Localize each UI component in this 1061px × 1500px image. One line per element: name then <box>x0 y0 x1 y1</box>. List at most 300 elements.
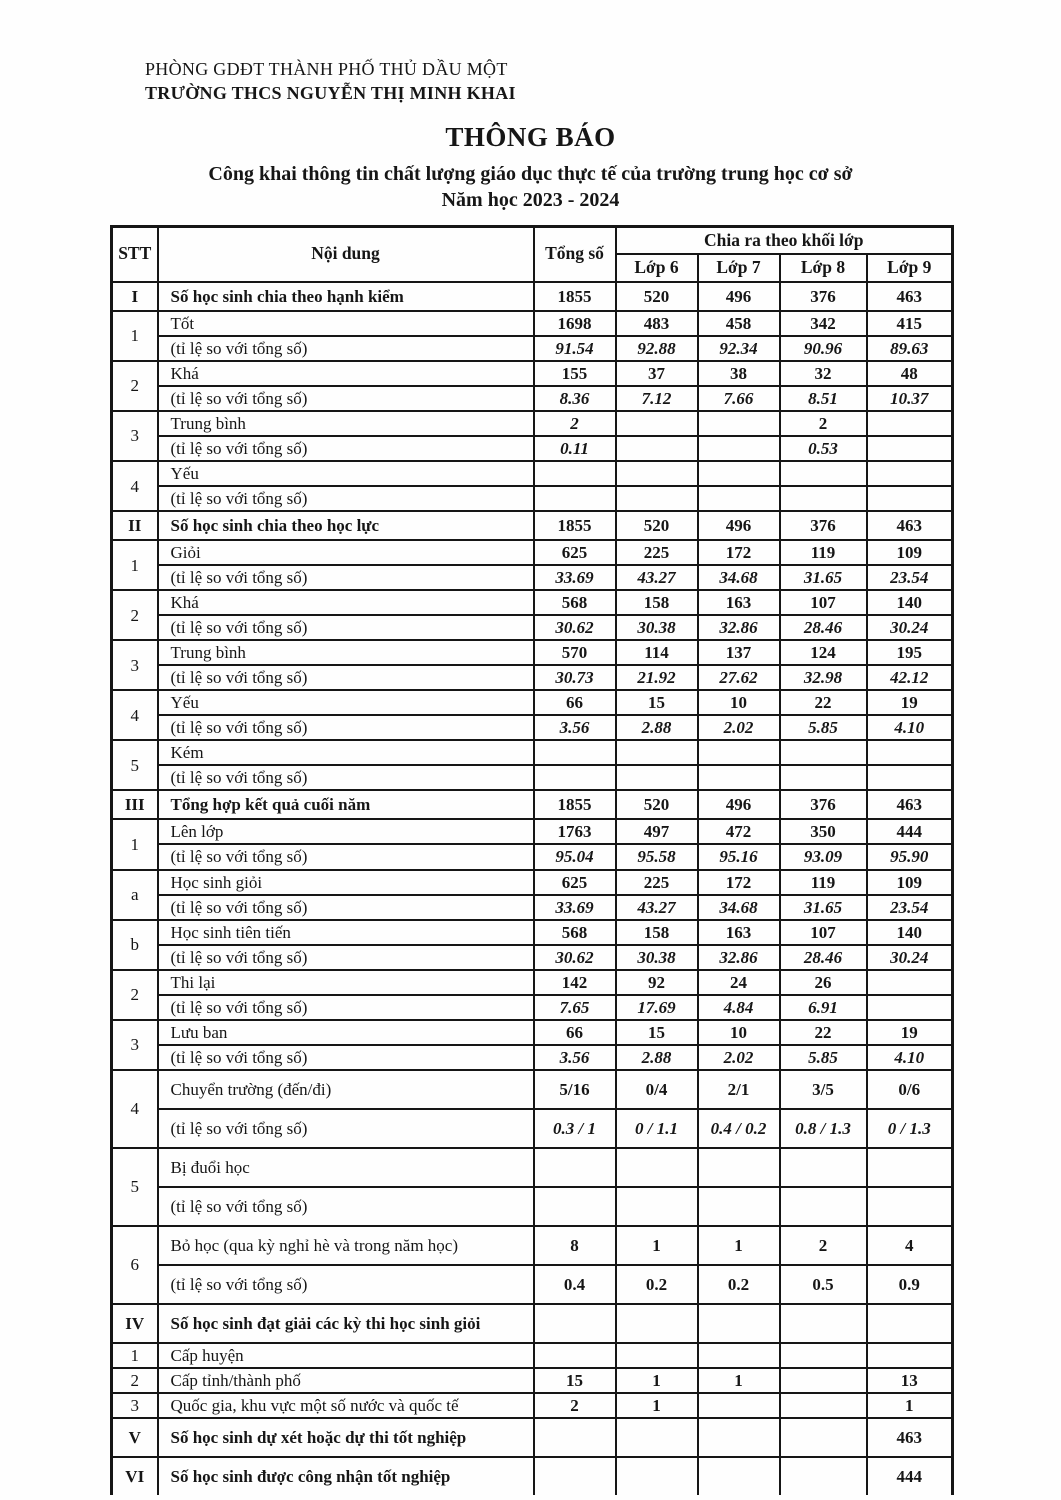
table-row <box>112 590 953 615</box>
cell-lop9 <box>867 765 953 790</box>
cell-lop9: 4 <box>867 1226 953 1265</box>
cell-lop8: 119 <box>780 870 867 895</box>
cell-total: 1855 <box>534 511 616 540</box>
table-row <box>112 790 953 819</box>
cell-total: 570 <box>534 640 616 665</box>
row-ratio-label: (tỉ lệ so với tổng số) <box>158 715 534 740</box>
table-row <box>112 436 953 461</box>
cell-total: 30.62 <box>534 615 616 640</box>
col-header-group: Chia ra theo khối lớp <box>616 226 953 254</box>
cell-lop7: 34.68 <box>698 565 780 590</box>
cell-lop6 <box>616 1187 698 1226</box>
quality-report-table <box>110 225 954 1496</box>
table-row <box>112 511 953 540</box>
cell-lop9: 0.9 <box>867 1265 953 1304</box>
table-row <box>112 844 953 869</box>
cell-lop9: 4.10 <box>867 1045 953 1070</box>
cell-lop6: 37 <box>616 361 698 386</box>
cell-lop7 <box>698 1187 780 1226</box>
table-row <box>112 765 953 790</box>
cell-lop7 <box>698 740 780 765</box>
cell-lop8: 93.09 <box>780 844 867 869</box>
table-row <box>112 461 953 486</box>
row-ratio-label: (tỉ lệ so với tổng số) <box>158 1265 534 1304</box>
row-ratio-label: (tỉ lệ so với tổng số) <box>158 615 534 640</box>
row-label: Số học sinh chia theo học lực <box>158 511 534 540</box>
cell-lop9: 10.37 <box>867 386 953 411</box>
cell-total: 3.56 <box>534 715 616 740</box>
cell-lop9: 4.10 <box>867 715 953 740</box>
cell-lop9: 30.24 <box>867 945 953 970</box>
cell-lop8: 0.8 / 1.3 <box>780 1109 867 1148</box>
cell-lop7: 163 <box>698 920 780 945</box>
cell-total <box>534 1418 616 1457</box>
cell-lop7: 10 <box>698 690 780 715</box>
cell-lop8: 2 <box>780 411 867 436</box>
table-row <box>112 740 953 765</box>
cell-lop9 <box>867 1187 953 1226</box>
cell-lop7: 1 <box>698 1226 780 1265</box>
row-stt: V <box>112 1418 158 1457</box>
cell-lop7: 10 <box>698 1020 780 1045</box>
table-row <box>112 361 953 386</box>
row-label: Tổng hợp kết quả cuối năm <box>158 790 534 819</box>
table-row <box>112 1418 953 1457</box>
row-stt: 4 <box>112 461 158 511</box>
table-row <box>112 920 953 945</box>
row-stt: I <box>112 282 158 311</box>
page-title: THÔNG BÁO <box>445 121 616 152</box>
cell-lop6: 21.92 <box>616 665 698 690</box>
cell-lop6: 114 <box>616 640 698 665</box>
cell-lop6: 1 <box>616 1393 698 1418</box>
cell-lop7 <box>698 1148 780 1187</box>
table-row <box>112 1343 953 1368</box>
cell-lop7: 472 <box>698 819 780 844</box>
row-ratio-label: (tỉ lệ so với tổng số) <box>158 1187 534 1226</box>
cell-total <box>534 1304 616 1343</box>
cell-total: 15 <box>534 1368 616 1393</box>
cell-lop7 <box>698 461 780 486</box>
header-row-1 <box>112 226 953 254</box>
cell-lop8: 22 <box>780 690 867 715</box>
row-stt: 6 <box>112 1226 158 1304</box>
cell-lop8: 2 <box>780 1226 867 1265</box>
cell-lop8: 32.98 <box>780 665 867 690</box>
cell-lop6: 158 <box>616 590 698 615</box>
row-label: Giỏi <box>158 540 534 565</box>
cell-lop8 <box>780 1368 867 1393</box>
row-stt: 5 <box>112 1148 158 1226</box>
cell-lop9: 19 <box>867 690 953 715</box>
cell-total: 1763 <box>534 819 616 844</box>
cell-lop6: 7.12 <box>616 386 698 411</box>
cell-lop9: 444 <box>867 1457 953 1495</box>
cell-lop8: 8.51 <box>780 386 867 411</box>
row-label: Học sinh giỏi <box>158 870 534 895</box>
cell-total: 66 <box>534 690 616 715</box>
row-stt: b <box>112 920 158 970</box>
cell-lop8 <box>780 1393 867 1418</box>
col-header-grade8: Lớp 8 <box>780 254 867 282</box>
cell-total: 33.69 <box>534 895 616 920</box>
cell-total <box>534 1343 616 1368</box>
row-ratio-label: (tỉ lệ so với tổng số) <box>158 386 534 411</box>
cell-lop8: 342 <box>780 311 867 336</box>
table-row <box>112 1070 953 1109</box>
cell-lop9: 42.12 <box>867 665 953 690</box>
table-row <box>112 565 953 590</box>
cell-lop9: 444 <box>867 819 953 844</box>
row-stt: 3 <box>112 1393 158 1418</box>
cell-lop6 <box>616 1343 698 1368</box>
row-ratio-label: (tỉ lệ so với tổng số) <box>158 665 534 690</box>
cell-lop8: 31.65 <box>780 895 867 920</box>
cell-lop8: 376 <box>780 511 867 540</box>
col-header-total: Tổng số <box>534 226 616 282</box>
table-row <box>112 1226 953 1265</box>
cell-total: 8.36 <box>534 386 616 411</box>
row-label: Tốt <box>158 311 534 336</box>
cell-lop9: 0/6 <box>867 1070 953 1109</box>
cell-lop6: 43.27 <box>616 895 698 920</box>
cell-lop6: 17.69 <box>616 995 698 1020</box>
cell-lop8: 5.85 <box>780 1045 867 1070</box>
table-row <box>112 1109 953 1148</box>
cell-lop8 <box>780 765 867 790</box>
table-row <box>112 1045 953 1070</box>
row-stt: 2 <box>112 590 158 640</box>
cell-lop7: 32.86 <box>698 615 780 640</box>
cell-lop8 <box>780 1418 867 1457</box>
cell-lop7: 7.66 <box>698 386 780 411</box>
cell-lop7: 92.34 <box>698 336 780 361</box>
table-row <box>112 1457 953 1495</box>
cell-lop6: 30.38 <box>616 945 698 970</box>
cell-total <box>534 740 616 765</box>
cell-total: 91.54 <box>534 336 616 361</box>
cell-lop9: 463 <box>867 790 953 819</box>
cell-total: 0.3 / 1 <box>534 1109 616 1148</box>
cell-lop7 <box>698 436 780 461</box>
cell-lop6 <box>616 461 698 486</box>
cell-lop6 <box>616 740 698 765</box>
cell-total: 2 <box>534 411 616 436</box>
row-ratio-label: (tỉ lệ so với tổng số) <box>158 486 534 511</box>
cell-total: 3.56 <box>534 1045 616 1070</box>
table-header <box>112 226 953 282</box>
cell-lop8: 22 <box>780 1020 867 1045</box>
org-header <box>0 0 1061 106</box>
cell-total <box>534 461 616 486</box>
cell-lop8 <box>780 1148 867 1187</box>
row-stt: 2 <box>112 361 158 411</box>
col-header-stt: STT <box>112 226 158 282</box>
cell-lop6: 520 <box>616 511 698 540</box>
table-body <box>112 282 953 1495</box>
row-stt: VI <box>112 1457 158 1495</box>
table-row <box>112 1020 953 1045</box>
department-name: PHÒNG GDĐT THÀNH PHỐ THỦ DẦU MỘT <box>145 59 508 79</box>
row-ratio-label: (tỉ lệ so với tổng số) <box>158 1045 534 1070</box>
cell-lop9 <box>867 411 953 436</box>
cell-lop6: 15 <box>616 690 698 715</box>
row-label: Trung bình <box>158 411 534 436</box>
cell-total: 625 <box>534 540 616 565</box>
cell-total: 142 <box>534 970 616 995</box>
cell-lop9: 13 <box>867 1368 953 1393</box>
col-header-grade9: Lớp 9 <box>867 254 953 282</box>
cell-total: 1698 <box>534 311 616 336</box>
document-subtitle: Công khai thông tin chất lượng giáo dục thực tế của trường trung học cơ sở <box>208 162 853 185</box>
cell-lop6 <box>616 1418 698 1457</box>
cell-lop7: 2.02 <box>698 715 780 740</box>
cell-lop6 <box>616 436 698 461</box>
cell-lop8: 376 <box>780 790 867 819</box>
table-row <box>112 640 953 665</box>
cell-lop7: 172 <box>698 870 780 895</box>
cell-lop6 <box>616 486 698 511</box>
cell-total <box>534 1148 616 1187</box>
cell-total: 30.62 <box>534 945 616 970</box>
row-stt: IV <box>112 1304 158 1343</box>
cell-total: 2 <box>534 1393 616 1418</box>
cell-lop7 <box>698 1304 780 1343</box>
row-label: Lên lớp <box>158 819 534 844</box>
cell-lop9: 463 <box>867 282 953 311</box>
row-stt: 3 <box>112 640 158 690</box>
row-label: Số học sinh dự xét hoặc dự thi tốt nghiệp <box>158 1418 534 1457</box>
cell-lop8: 6.91 <box>780 995 867 1020</box>
col-header-grade6: Lớp 6 <box>616 254 698 282</box>
cell-lop7: 0.4 / 0.2 <box>698 1109 780 1148</box>
cell-lop8: 3/5 <box>780 1070 867 1109</box>
cell-lop8: 31.65 <box>780 565 867 590</box>
cell-total: 95.04 <box>534 844 616 869</box>
table-row <box>112 311 953 336</box>
row-stt: 1 <box>112 819 158 869</box>
cell-lop8 <box>780 740 867 765</box>
row-label: Bỏ học (qua kỳ nghỉ hè và trong năm học) <box>158 1226 534 1265</box>
cell-total <box>534 486 616 511</box>
cell-lop6: 92.88 <box>616 336 698 361</box>
cell-lop9: 48 <box>867 361 953 386</box>
cell-lop6: 2.88 <box>616 1045 698 1070</box>
cell-total: 1855 <box>534 282 616 311</box>
table-row <box>112 819 953 844</box>
row-stt: a <box>112 870 158 920</box>
table-row <box>112 336 953 361</box>
cell-lop7: 172 <box>698 540 780 565</box>
cell-lop9: 109 <box>867 870 953 895</box>
row-ratio-label: (tỉ lệ so với tổng số) <box>158 565 534 590</box>
cell-lop6: 1 <box>616 1368 698 1393</box>
cell-lop9: 23.54 <box>867 895 953 920</box>
cell-lop7: 163 <box>698 590 780 615</box>
cell-lop6: 15 <box>616 1020 698 1045</box>
cell-lop7: 2/1 <box>698 1070 780 1109</box>
cell-total: 66 <box>534 1020 616 1045</box>
table-row <box>112 486 953 511</box>
cell-total: 568 <box>534 920 616 945</box>
school-year: Năm học 2023 - 2024 <box>441 188 620 211</box>
cell-lop7 <box>698 765 780 790</box>
cell-total: 7.65 <box>534 995 616 1020</box>
row-stt: 2 <box>112 970 158 1020</box>
cell-lop6 <box>616 765 698 790</box>
row-label: Số học sinh đạt giải các kỳ thi học sinh giỏi <box>158 1304 534 1343</box>
cell-lop6: 497 <box>616 819 698 844</box>
cell-lop8: 350 <box>780 819 867 844</box>
row-stt: 1 <box>112 311 158 361</box>
row-label: Học sinh tiên tiến <box>158 920 534 945</box>
row-stt: 3 <box>112 411 158 461</box>
cell-total: 155 <box>534 361 616 386</box>
cell-lop6: 0/4 <box>616 1070 698 1109</box>
row-label: Yếu <box>158 690 534 715</box>
cell-total <box>534 1457 616 1495</box>
row-ratio-label: (tỉ lệ so với tổng số) <box>158 945 534 970</box>
cell-total: 625 <box>534 870 616 895</box>
cell-lop9: 415 <box>867 311 953 336</box>
table-row <box>112 995 953 1020</box>
table-row <box>112 1368 953 1393</box>
row-stt: 4 <box>112 690 158 740</box>
table-row <box>112 895 953 920</box>
cell-lop7 <box>698 1393 780 1418</box>
cell-lop8: 90.96 <box>780 336 867 361</box>
cell-lop7: 496 <box>698 511 780 540</box>
cell-lop9 <box>867 461 953 486</box>
cell-lop6: 30.38 <box>616 615 698 640</box>
row-stt: 5 <box>112 740 158 790</box>
cell-lop7: 32.86 <box>698 945 780 970</box>
cell-lop9 <box>867 970 953 995</box>
cell-lop9 <box>867 1148 953 1187</box>
row-label: Khá <box>158 590 534 615</box>
cell-lop6: 520 <box>616 282 698 311</box>
cell-lop6: 92 <box>616 970 698 995</box>
row-stt: II <box>112 511 158 540</box>
cell-lop8 <box>780 486 867 511</box>
cell-lop9 <box>867 1343 953 1368</box>
cell-lop6: 2.88 <box>616 715 698 740</box>
row-ratio-label: (tỉ lệ so với tổng số) <box>158 895 534 920</box>
cell-lop8 <box>780 461 867 486</box>
cell-lop7: 27.62 <box>698 665 780 690</box>
cell-lop9: 19 <box>867 1020 953 1045</box>
cell-lop8: 26 <box>780 970 867 995</box>
cell-lop7: 496 <box>698 282 780 311</box>
row-label: Yếu <box>158 461 534 486</box>
cell-lop6: 0.2 <box>616 1265 698 1304</box>
table-row <box>112 1393 953 1418</box>
table-row <box>112 1148 953 1187</box>
cell-total: 33.69 <box>534 565 616 590</box>
row-stt: 1 <box>112 540 158 590</box>
row-label: Chuyển trường (đến/đi) <box>158 1070 534 1109</box>
cell-total <box>534 1187 616 1226</box>
cell-lop9 <box>867 486 953 511</box>
row-ratio-label: (tỉ lệ so với tổng số) <box>158 765 534 790</box>
table-row <box>112 1265 953 1304</box>
cell-lop7: 137 <box>698 640 780 665</box>
table-row <box>112 715 953 740</box>
cell-lop6: 225 <box>616 540 698 565</box>
cell-lop8: 5.85 <box>780 715 867 740</box>
table-row <box>112 1304 953 1343</box>
row-ratio-label: (tỉ lệ so với tổng số) <box>158 844 534 869</box>
row-stt: 2 <box>112 1368 158 1393</box>
table-row <box>112 1187 953 1226</box>
cell-lop8: 28.46 <box>780 945 867 970</box>
cell-lop6: 158 <box>616 920 698 945</box>
table-row <box>112 945 953 970</box>
cell-lop9: 1 <box>867 1393 953 1418</box>
cell-total: 30.73 <box>534 665 616 690</box>
cell-lop7 <box>698 1418 780 1457</box>
cell-lop8 <box>780 1457 867 1495</box>
col-header-grade7: Lớp 7 <box>698 254 780 282</box>
cell-lop9: 23.54 <box>867 565 953 590</box>
cell-lop7: 0.2 <box>698 1265 780 1304</box>
row-label: Quốc gia, khu vực một số nước và quốc tế <box>158 1393 534 1418</box>
cell-lop7: 458 <box>698 311 780 336</box>
cell-lop6: 0 / 1.1 <box>616 1109 698 1148</box>
cell-lop8: 0.53 <box>780 436 867 461</box>
cell-lop7: 496 <box>698 790 780 819</box>
cell-lop8: 119 <box>780 540 867 565</box>
cell-lop7: 2.02 <box>698 1045 780 1070</box>
cell-lop9: 30.24 <box>867 615 953 640</box>
row-stt: 4 <box>112 1070 158 1148</box>
cell-lop6 <box>616 1304 698 1343</box>
cell-lop7: 38 <box>698 361 780 386</box>
cell-lop7: 24 <box>698 970 780 995</box>
cell-lop9 <box>867 1304 953 1343</box>
cell-lop8 <box>780 1187 867 1226</box>
cell-lop6: 483 <box>616 311 698 336</box>
cell-lop7 <box>698 1343 780 1368</box>
cell-lop6 <box>616 411 698 436</box>
table-row <box>112 615 953 640</box>
row-label: Số học sinh được công nhận tốt nghiệp <box>158 1457 534 1495</box>
row-stt: 1 <box>112 1343 158 1368</box>
cell-total: 0.11 <box>534 436 616 461</box>
cell-total: 0.4 <box>534 1265 616 1304</box>
cell-lop9 <box>867 436 953 461</box>
row-label: Thi lại <box>158 970 534 995</box>
cell-lop7: 4.84 <box>698 995 780 1020</box>
cell-lop9: 89.63 <box>867 336 953 361</box>
cell-lop6 <box>616 1148 698 1187</box>
cell-lop8: 107 <box>780 590 867 615</box>
cell-lop8 <box>780 1343 867 1368</box>
cell-lop9 <box>867 995 953 1020</box>
cell-lop6: 43.27 <box>616 565 698 590</box>
school-name: TRƯỜNG THCS NGUYỄN THỊ MINH KHAI <box>145 83 516 104</box>
cell-lop9 <box>867 740 953 765</box>
row-stt: 3 <box>112 1020 158 1070</box>
cell-lop9: 140 <box>867 920 953 945</box>
cell-lop8: 28.46 <box>780 615 867 640</box>
cell-lop8: 376 <box>780 282 867 311</box>
cell-lop9: 140 <box>867 590 953 615</box>
cell-lop7 <box>698 411 780 436</box>
cell-lop6: 225 <box>616 870 698 895</box>
row-ratio-label: (tỉ lệ so với tổng số) <box>158 995 534 1020</box>
row-label: Lưu ban <box>158 1020 534 1045</box>
